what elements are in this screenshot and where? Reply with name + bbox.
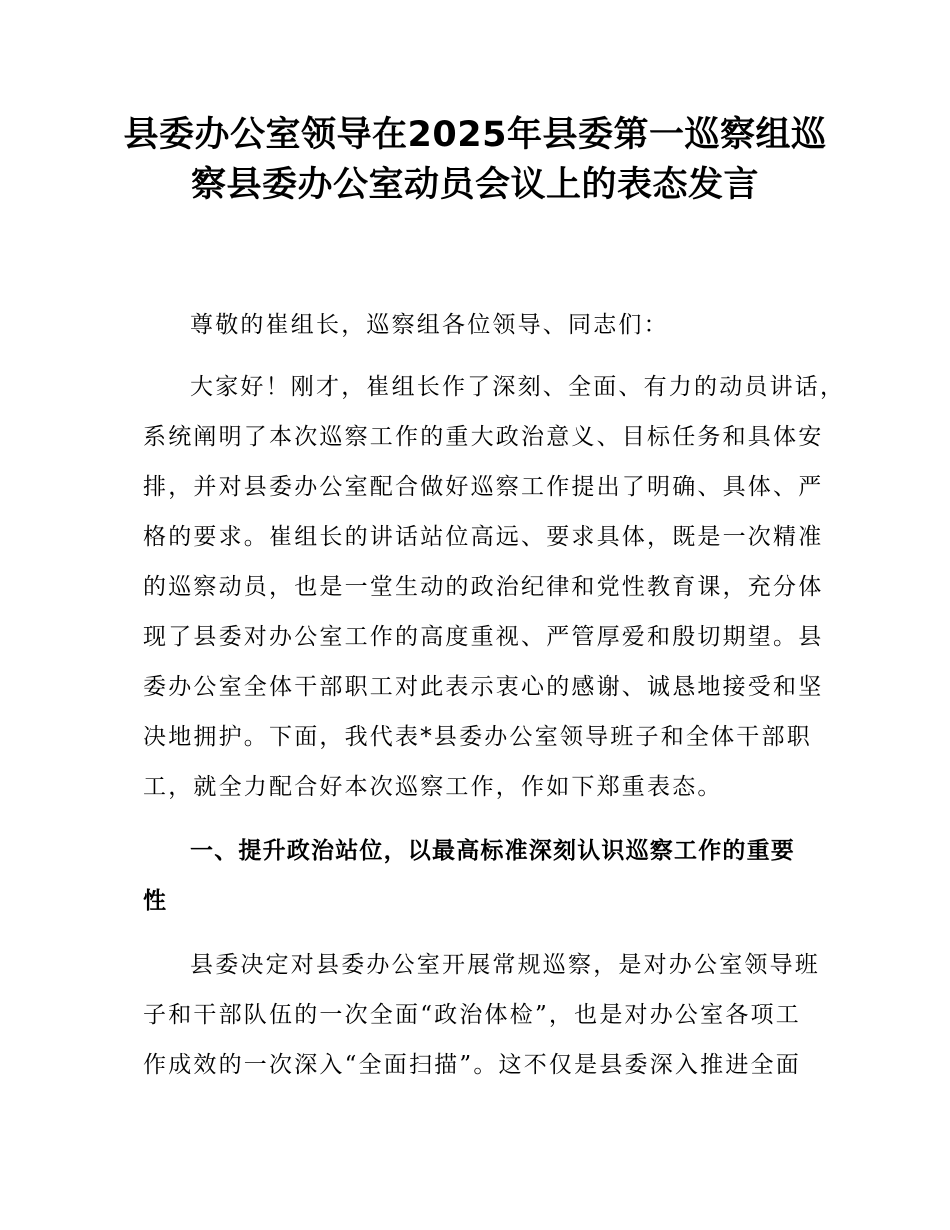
paragraph-line: 子和干部队伍的一次全面“政治体检”，也是对办公室各项工 xyxy=(143,1002,801,1028)
paragraph-line: 格的要求。崔组长的讲话站位高远、要求具体，既是一次精准 xyxy=(143,524,824,550)
paragraph-line: 现了县委对办公室工作的高度重视、严管厚爱和殷切期望。县 xyxy=(143,624,824,650)
paragraph-line: 县委决定对县委办公室开展常规巡察，是对办公室领导班 xyxy=(190,952,820,978)
paragraph-line: 委办公室全体干部职工对此表示衷心的感谢、诚恳地接受和坚 xyxy=(143,674,824,700)
paragraph-line: 工，就全力配合好本次巡察工作，作如下郑重表态。 xyxy=(143,774,723,800)
paragraph-line: 排，并对县委办公室配合做好巡察工作提出了明确、具体、严 xyxy=(143,474,824,500)
paragraph-line: 大家好！刚才，崔组长作了深刻、全面、有力的动员讲话， xyxy=(190,374,846,400)
salutation-block xyxy=(143,300,813,350)
paragraph-line: 决地拥护。下面，我代表*县委办公室领导班子和全体干部职 xyxy=(143,724,812,750)
paragraph-1 xyxy=(143,362,846,812)
section-heading-line: 一、提升政治站位，以最高标准深刻认识巡察工作的重要 xyxy=(190,838,795,864)
paragraph-line: 作成效的一次深入“全面扫描”。这不仅是县委深入推进全面 xyxy=(143,1052,801,1078)
title-line: 察县委办公室动员会议上的表态发言 xyxy=(190,165,759,205)
document-title xyxy=(120,110,830,210)
paragraph-line: 的巡察动员，也是一堂生动的政治纪律和党性教育课，充分体 xyxy=(143,574,824,600)
paragraph-2 xyxy=(143,940,820,1090)
section-heading-1 xyxy=(143,826,813,926)
salutation: 尊敬的崔组长，巡察组各位领导、同志们： xyxy=(190,312,669,338)
section-heading-line: 性 xyxy=(143,888,168,914)
paragraph-line: 系统阐明了本次巡察工作的重大政治意义、目标任务和具体安 xyxy=(143,424,824,450)
title-line: 县委办公室领导在2025年县委第一巡察组巡 xyxy=(123,115,827,155)
